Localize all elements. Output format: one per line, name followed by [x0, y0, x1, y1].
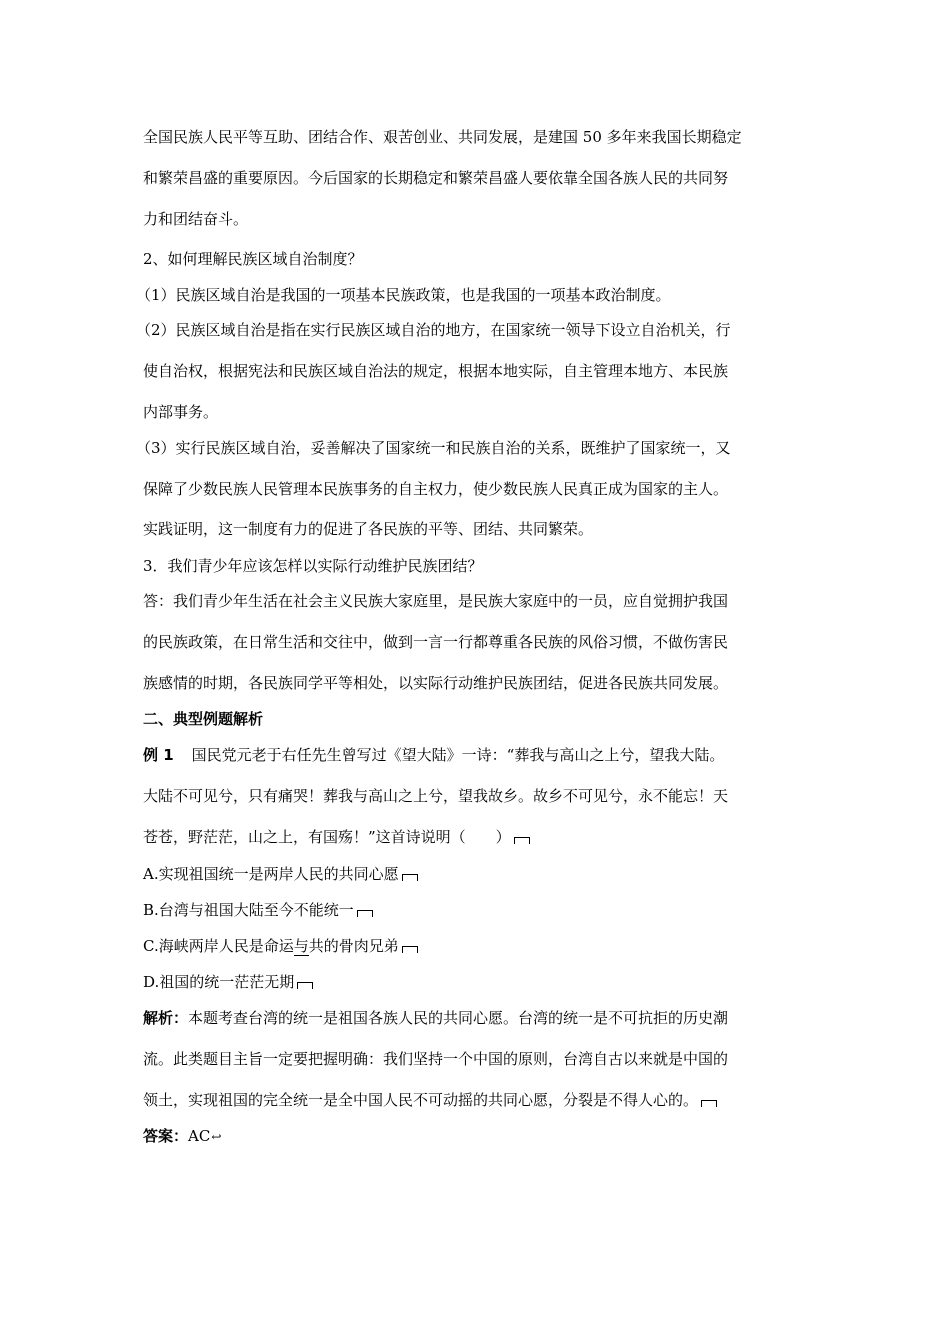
option-a	[143, 864, 418, 884]
option-c	[143, 936, 418, 956]
option-text: 共的骨肉兄弟	[308, 937, 399, 955]
option-text: D.祖国的统一茫茫无期	[143, 973, 295, 991]
text-line: 的民族政策，在日常生活和交往中，做到一言一行都尊重各民族的风俗习惯，不做伤害民	[143, 633, 729, 651]
example-label: 例 1	[143, 746, 174, 764]
text-span: 本题考查台湾的统一是祖国各族人民的共同心愿。台湾的统一是不可抗拒的历史潮	[188, 1009, 729, 1027]
text-line: 族感情的时期，各民族同学平等相处，以实际行动维护民族团结，促进各民族共同发展。	[143, 674, 729, 692]
paragraph-mark-icon	[402, 946, 418, 953]
text-line: 实践证明，这一制度有力的促进了各民族的平等、团结、共同繁荣。	[143, 520, 594, 538]
option-text: B.台湾与祖国大陆至今不能统一	[143, 901, 354, 919]
question-3: 3．我们青少年应该怎样以实际行动维护民族团结？	[143, 557, 483, 575]
example-1-line	[143, 745, 724, 765]
option-text: C.海峡两岸人民是命运	[143, 937, 294, 955]
option-d	[143, 972, 313, 992]
text-line: 全国民族人民平等互助、团结合作、艰苦创业、共同发展，是建国 50 多年来我国长期稳定	[143, 128, 742, 146]
paragraph-mark-icon	[297, 982, 313, 989]
analysis-label: 解析：	[143, 1009, 189, 1027]
paragraph-mark-icon	[357, 910, 373, 917]
analysis-line	[143, 1008, 728, 1028]
text-line: 内部事务。	[143, 403, 219, 421]
text-line: （3）实行民族区域自治，妥善解决了国家统一和民族自治的关系，既维护了国家统一，又	[136, 439, 731, 457]
paragraph-mark-icon	[701, 1100, 717, 1107]
answer-label: 答案：	[143, 1127, 189, 1145]
text-line: 使自治权，根据宪法和民族区域自治法的规定，根据本地实际，自主管理本地方、本民族	[143, 362, 729, 380]
text-line: 大陆不可见兮，只有痛哭！葬我与高山之上兮，望我故乡。故乡不可见兮，永不能忘！天	[143, 787, 729, 805]
paragraph-mark-icon	[514, 837, 530, 844]
text-span: 国民党元老于右任先生曾写过《望大陆》一诗：“葬我与高山之上兮，望我大陆。	[191, 746, 725, 764]
text-span: 领土，实现祖国的完全统一是全中国人民不可动摇的共同心愿，分裂是不得人心的。	[143, 1091, 699, 1109]
section-heading: 二、典型例题解析	[143, 710, 264, 728]
text-line	[143, 1090, 717, 1110]
question-2: 2、如何理解民族区域自治制度？	[143, 250, 363, 268]
text-line: （2）民族区域自治是指在实行民族区域自治的地方，在国家统一领导下设立自治机关，行	[136, 321, 731, 339]
text-line	[143, 827, 530, 847]
answer-value: AC	[188, 1127, 211, 1145]
text-line: 力和团结奋斗。	[143, 210, 249, 228]
answer-line	[143, 1126, 221, 1147]
paragraph-mark-icon	[402, 874, 418, 881]
text-line: （1）民族区域自治是我国的一项基本民族政策，也是我国的一项基本政治制度。	[136, 286, 671, 304]
option-text: 与	[293, 937, 309, 955]
text-line: 流。此类题目主旨一定要把握明确：我们坚持一个中国的原则，台湾自古以来就是中国的	[143, 1050, 729, 1068]
text-span: 苍苍，野茫茫，山之上，有国殇！”这首诗说明（ ）	[143, 828, 511, 846]
paragraph-mark-icon: ↩	[211, 1130, 222, 1144]
text-line: 保障了少数民族人民管理本民族事务的自主权力，使少数民族人民真正成为国家的主人。	[143, 480, 729, 498]
option-b	[143, 900, 373, 920]
option-text: A.实现祖国统一是两岸人民的共同心愿	[143, 865, 399, 883]
text-line: 和繁荣昌盛的重要原因。今后国家的长期稳定和繁荣昌盛人要依靠全国各族人民的共同努	[143, 169, 729, 187]
text-line: 答：我们青少年生活在社会主义民族大家庭里，是民族大家庭中的一员，应自觉拥护我国	[143, 592, 729, 610]
